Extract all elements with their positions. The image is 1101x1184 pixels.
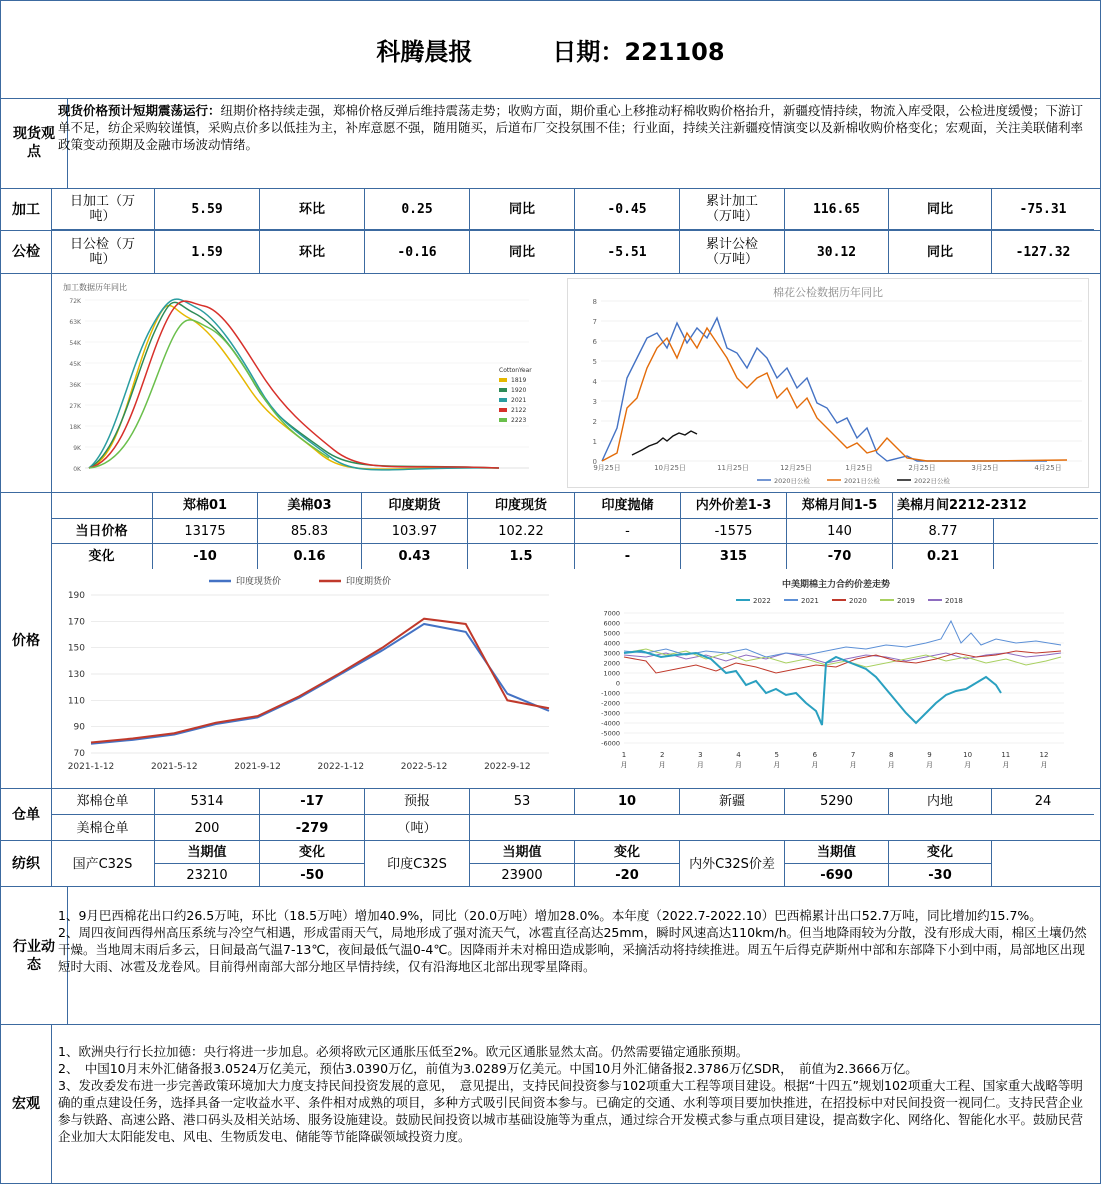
price-header-zc01: 郑棉01 [153,493,258,519]
price-change-india-reserve: - [575,544,681,569]
price-change-spread-1-3: 315 [681,544,787,569]
domestic-change-label: 变化 [260,841,365,864]
processing-section [1,189,1100,231]
processing-mom-label: 环比 [260,189,365,230]
price-header-india-reserve: 印度抛储 [575,493,681,519]
inspection-x-tick: 1月25日 [845,464,873,472]
spread-x-tick-unit: 月 [773,761,781,769]
india-y-tick: 130 [67,670,85,680]
spread-x-tick-unit: 月 [887,761,895,769]
production-charts-section [1,274,1100,493]
price-label: 价格 [1,493,52,788]
macro-section [1,1025,1100,1183]
inspection-y-tick: 7 [592,318,597,326]
india-x-tick: 2021-9-12 [234,762,281,772]
spread-x-tick-unit: 月 [964,761,972,769]
inspection-x-tick: 10月25日 [654,464,686,472]
spread-x-tick-unit: 月 [696,761,704,769]
india-y-tick: 170 [67,617,85,628]
india-x-tick: 2022-1-12 [317,762,365,772]
india-x-tick: 2021-5-12 [150,762,198,772]
spread-x-tick-unit: 月 [620,761,628,769]
processing-legend-2122: 2122 [511,407,527,414]
zc-warehouse-label: 郑棉仓单 [51,789,155,815]
spread-y-tick: 7000 [603,609,620,618]
warehouse-table [51,789,1100,840]
spread-chart-title: 中美期棉主力合约价差走势 [781,580,891,590]
spread-legend-label: 2020 [849,597,867,605]
india-y-tick: 110 [67,696,85,707]
warehouse-empty-1 [470,815,1094,841]
processing-legend-1819: 1819 [511,377,527,384]
inspection-cum-value: 30.12 [785,231,889,273]
c32s-spread-label: 内外C32S价差 [680,841,785,887]
textile-section [1,841,1100,887]
spread-y-tick: -4000 [601,719,620,728]
inspection-legend-label: 2021日公检 [844,477,881,485]
industry-text [52,903,1100,1024]
spread-y-tick: -2000 [601,699,620,708]
inspection-y-tick: 5 [592,358,597,366]
report-title: 科腾晨报 [376,38,473,66]
inspection-mom-value: -0.16 [365,231,470,273]
price-header-india-spot: 印度现货 [468,493,575,519]
xinjiang-value: 5290 [785,789,889,815]
spread-y-tick: 4000 [603,639,620,648]
inspection-x-tick: 12月25日 [780,464,812,472]
inspection-chart-legend [757,476,951,485]
spread-x-tick-unit: 月 [1040,761,1048,769]
processing-cum-value: 116.65 [785,189,889,230]
processing-grid [51,189,1100,230]
textile-label: 纺织 [1,841,52,886]
india-y-tick: 150 [67,643,85,654]
spread-current-value: -690 [785,864,889,887]
inspection-chart-title: 棉花公检数据历年同比 [773,286,883,299]
processing-y-tick: 9K [73,445,81,452]
spread-x-tick: 7 [850,751,856,759]
price-today-india-futures: 103.97 [362,519,468,544]
price-today-label: 当日价格 [51,519,153,544]
spread-x-tick: 9 [927,751,932,759]
price-change-zc01: -10 [153,544,258,569]
spot-view-section [1,98,1100,189]
processing-y-tick: 36K [69,382,81,389]
india-price-chart [59,573,559,785]
price-change-india-spot: 1.5 [468,544,575,569]
processing-chart-title: 加工数据历年同比 [63,283,127,292]
macro-label: 宏观 [1,1025,52,1183]
processing-label: 加工 [1,189,52,230]
india-y-tick: 70 [73,749,85,759]
price-change-extra [994,544,1098,569]
price-section [1,493,1100,789]
spread-x-tick-unit: 月 [735,761,743,769]
inspection-daily-label: 日公检（万吨） [51,231,155,273]
india-y-tick: 90 [73,722,85,733]
industry-item-1: 1、9月巴西棉花出口约26.5万吨，环比（18.5万吨）增加40.9%，同比（20.0万吨）增加28.0%。本年度（2022.7-2022.10）巴西棉累计出口52.7万吨，同比增加约15.7%。 [58,908,1042,923]
inspection-grid [51,231,1100,273]
spread-x-tick-unit: 月 [1002,761,1010,769]
inspection-y-tick: 4 [592,378,597,386]
price-header-india-futures: 印度期货 [362,493,468,519]
india-change-label: 变化 [575,841,680,864]
processing-daily-label: 日加工（万吨） [51,189,155,230]
spread-legend-label: 2019 [897,597,915,605]
price-change-ct-spread: 0.21 [893,544,994,569]
ct-warehouse-change: -279 [260,815,365,841]
india-x-tick: 2022-5-12 [400,762,448,772]
inspection-x-tick: 11月25日 [717,464,749,472]
inspection-y-tick: 2 [592,418,597,426]
price-change-label: 变化 [51,544,153,569]
industry-label: 行业动态 [1,887,68,1024]
spot-view-label: 现货观点 [1,98,68,188]
price-today-zc-spread-1-5: 140 [787,519,893,544]
spread-x-tick-unit: 月 [849,761,857,769]
cn-us-spread-chart [586,573,1086,785]
domestic-c32s-label: 国产C32S [51,841,155,887]
spread-x-tick: 11 [1001,751,1011,759]
india-change-value: -20 [575,864,680,887]
india-current-label: 当期值 [470,841,575,864]
forecast-change: 10 [575,789,680,815]
ct-warehouse-label: 美棉仓单 [51,815,155,841]
ct-warehouse-value: 200 [155,815,260,841]
price-today-extra [994,519,1098,544]
inspection-y-tick: 3 [592,398,597,406]
india-legend-label: 印度现货价 [236,577,282,587]
inspection-y-tick: 1 [592,438,597,446]
report-header [1,1,1100,99]
inspection-yoy-value: -5.51 [575,231,680,273]
price-table [51,493,1100,569]
processing-y-tick: 54K [69,340,81,347]
spread-y-tick: 2000 [603,659,620,668]
processing-yoy-chart [59,278,543,488]
processing-mom-value: 0.25 [365,189,470,230]
india-x-tick: 2021-1-12 [67,762,115,772]
spread-x-tick-unit: 月 [658,761,666,769]
unit-tons: （吨） [365,815,470,841]
spread-x-tick: 1 [621,751,627,759]
forecast-value: 53 [470,789,575,815]
macro-text [52,1039,1100,1183]
inspection-mom-label: 环比 [260,231,365,273]
xinjiang-label: 新疆 [680,789,785,815]
inspection-yoy-chart [567,278,1089,488]
inland-label: 内地 [889,789,992,815]
inspection-cum-label: 累计公检（万吨） [680,231,785,273]
price-today-ct-spread: 8.77 [893,519,994,544]
spread-y-tick: -6000 [601,739,620,748]
processing-y-tick: 0K [73,466,81,473]
spread-x-tick: 10 [963,751,973,759]
production-charts-label [1,274,52,492]
processing-legend-title: CottonYear [499,367,532,374]
spread-legend-label: 2022 [753,597,771,605]
macro-item-2: 2、 中国10月末外汇储备报3.0524万亿美元，预估3.0390万亿，前值为3.0289万亿美元。中国10月外汇储备报2.3786万亿SDR， 前值为2.3666万亿。 [58,1061,918,1076]
inspection-y-tick: 6 [592,338,597,346]
processing-cum-label: 累计加工（万吨） [680,189,785,230]
inland-value: 24 [992,789,1094,815]
inspection-legend-label: 2020日公检 [774,477,811,485]
processing-y-tick: 63K [69,319,81,326]
inspection-x-tick: 3月25日 [971,464,999,472]
price-header-ct03: 美棉03 [258,493,362,519]
price-today-zc01: 13175 [153,519,258,544]
processing-legend-2021: 2021 [511,397,527,404]
inspection-yoy-label: 同比 [470,231,575,273]
zc-warehouse-value: 5314 [155,789,260,815]
price-header-ct-spread: 美棉月间2212-2312 [893,493,1098,519]
spread-y-tick: -1000 [601,689,620,698]
spread-legend-label: 2018 [945,597,963,605]
inspection-x-tick: 2月25日 [908,464,936,472]
spread-y-tick: 6000 [603,619,620,628]
processing-cum-yoy-value: -75.31 [992,189,1094,230]
inspection-daily-value: 1.59 [155,231,260,273]
price-header-blank [51,493,153,519]
inspection-legend-label: 2022日公检 [914,477,951,485]
price-header-zc-spread-1-5: 郑棉月间1-5 [787,493,893,519]
processing-yoy-value: -0.45 [575,189,680,230]
price-change-india-futures: 0.43 [362,544,468,569]
spread-y-tick: -5000 [601,729,620,738]
spot-view-body: 纽期价格持续走强，郑棉价格反弹后维持震荡走势；收购方面，期价重心上移推动籽棉收购价格抬升，新疆疫情持续，物流入库受限，公检进度缓慢；下游订单不足，纺企采购较谨慎，采购点价多以低挂为主，补库意愿不强，随用随买，后道布厂交投氛围不佳；行业面，持续关注新疆疫情演变以及新棉收购价格变化；宏观面，关注美联储利率政策变动预期及金融市场波动情绪。 [58,103,1084,152]
spread-x-tick: 6 [812,751,818,759]
processing-legend-2223: 2223 [511,417,527,424]
spread-y-tick: -3000 [601,709,620,718]
domestic-change-value: -50 [260,864,365,887]
price-today-india-reserve: - [575,519,681,544]
spread-x-tick-unit: 月 [811,761,819,769]
spread-x-tick: 12 [1039,751,1049,759]
report-date: 日期：221108 [552,38,725,66]
textile-table [51,841,1100,886]
spot-view-text [52,98,1100,188]
spread-change-value: -30 [889,864,992,887]
india-c32s-label: 印度C32S [365,841,470,887]
spread-change-label: 变化 [889,841,992,864]
india-y-tick: 190 [67,591,85,601]
inspection-y-tick: 8 [592,298,597,306]
inspection-cum-yoy-label: 同比 [889,231,992,273]
warehouse-label: 仓单 [1,789,52,840]
domestic-current-value: 23210 [155,864,260,887]
processing-legend-1920: 1920 [511,387,527,394]
price-today-india-spot: 102.22 [468,519,575,544]
spread-legend-label: 2021 [801,597,819,605]
spread-x-tick-unit: 月 [925,761,933,769]
processing-y-tick: 45K [69,361,81,368]
spread-x-tick: 3 [698,751,703,759]
inspection-section [1,231,1100,274]
textile-empty [992,841,1094,887]
price-header-spread-1-3: 内外价差1-3 [681,493,787,519]
domestic-current-label: 当期值 [155,841,260,864]
processing-yoy-label: 同比 [470,189,575,230]
processing-y-tick: 27K [69,403,81,410]
forecast-label: 预报 [365,789,470,815]
inspection-x-tick: 9月25日 [593,464,621,472]
warehouse-section [1,789,1100,841]
processing-cum-yoy-label: 同比 [889,189,992,230]
inspection-label: 公检 [1,231,52,273]
spread-x-tick: 8 [889,751,894,759]
processing-y-tick: 18K [69,424,81,431]
inspection-x-tick: 4月25日 [1034,464,1062,472]
processing-y-tick: 72K [69,298,81,305]
macro-item-1: 1、欧洲央行行长拉加德：央行将进一步加息。必须将欧元区通胀压低至2%。欧元区通胀显然太高。仍然需要锚定通胀预期。 [58,1044,749,1059]
spread-y-tick: 0 [615,679,620,688]
price-change-ct03: 0.16 [258,544,362,569]
macro-item-3: 3、发改委发布进一步完善政策环境加大力度支持民间投资发展的意见， 意见提出，支持民间投资参与102项重大工程等项目建设。根据“十四五”规划102项重大工程、国家重大战略等明确的重点建设任务，选择具备一定收益水平、条件相对成熟的项目，多种方式吸引民间资本参与。已确定的交通、水利等项目要加快推进，在招投标中对民间投资一视同仁。支持民营企业参与铁路、高速公路、港口码头及相关站场、服务设施建设。鼓励民间投资以城市基础设施等为重点，通过综合开发模式参与重点项目建设，提高数字化、网络化、智能化水平。鼓励民营企业加大太阳能发电、风电、生物质发电、储能等节能降碳领域投资力度。 [58,1078,1084,1144]
spread-y-tick: 1000 [603,669,620,678]
india-current-value: 23900 [470,864,575,887]
price-today-ct03: 85.83 [258,519,362,544]
zc-warehouse-change: -17 [260,789,365,815]
india-x-tick: 2022-9-12 [484,762,531,772]
spot-view-headline: 现货价格预计短期震荡运行： [58,103,221,118]
processing-daily-value: 5.59 [155,189,260,230]
inspection-cum-yoy-value: -127.32 [1015,244,1071,260]
india-legend-label: 印度期货价 [346,577,392,587]
price-change-zc-spread-1-5: -70 [787,544,893,569]
spread-y-tick: 5000 [603,629,620,638]
spread-x-tick: 4 [736,751,741,759]
industry-section [1,887,1100,1025]
spread-current-label: 当期值 [785,841,889,864]
inspection-y-tick: 0 [592,458,597,466]
spread-y-tick: 3000 [603,649,620,658]
spread-x-tick: 5 [774,751,779,759]
price-today-spread-1-3: -1575 [681,519,787,544]
industry-item-2: 2、周四夜间西得州高压系统与冷空气相遇，形成雷雨天气，局地形成了强对流天气，冰雹直径高达25mm，瞬时风速高达110km/h。但当地降雨较为分散，没有形成大雨，棉区土壤仍然干燥。当地周末雨后多云，日间最高气温7-13℃，夜间最低气温0-4℃。因降雨并未对棉田造成影响，采摘活动将持续推进。周五午后得克萨斯州中部和东部降下小到中雨，局部地区出现短时大雨、冰雹及龙卷风。目前得州南部大部分地区旱情持续，仅有沿海地区北部出现零星降雨。 [58,925,1087,974]
spread-x-tick: 2 [659,751,665,759]
